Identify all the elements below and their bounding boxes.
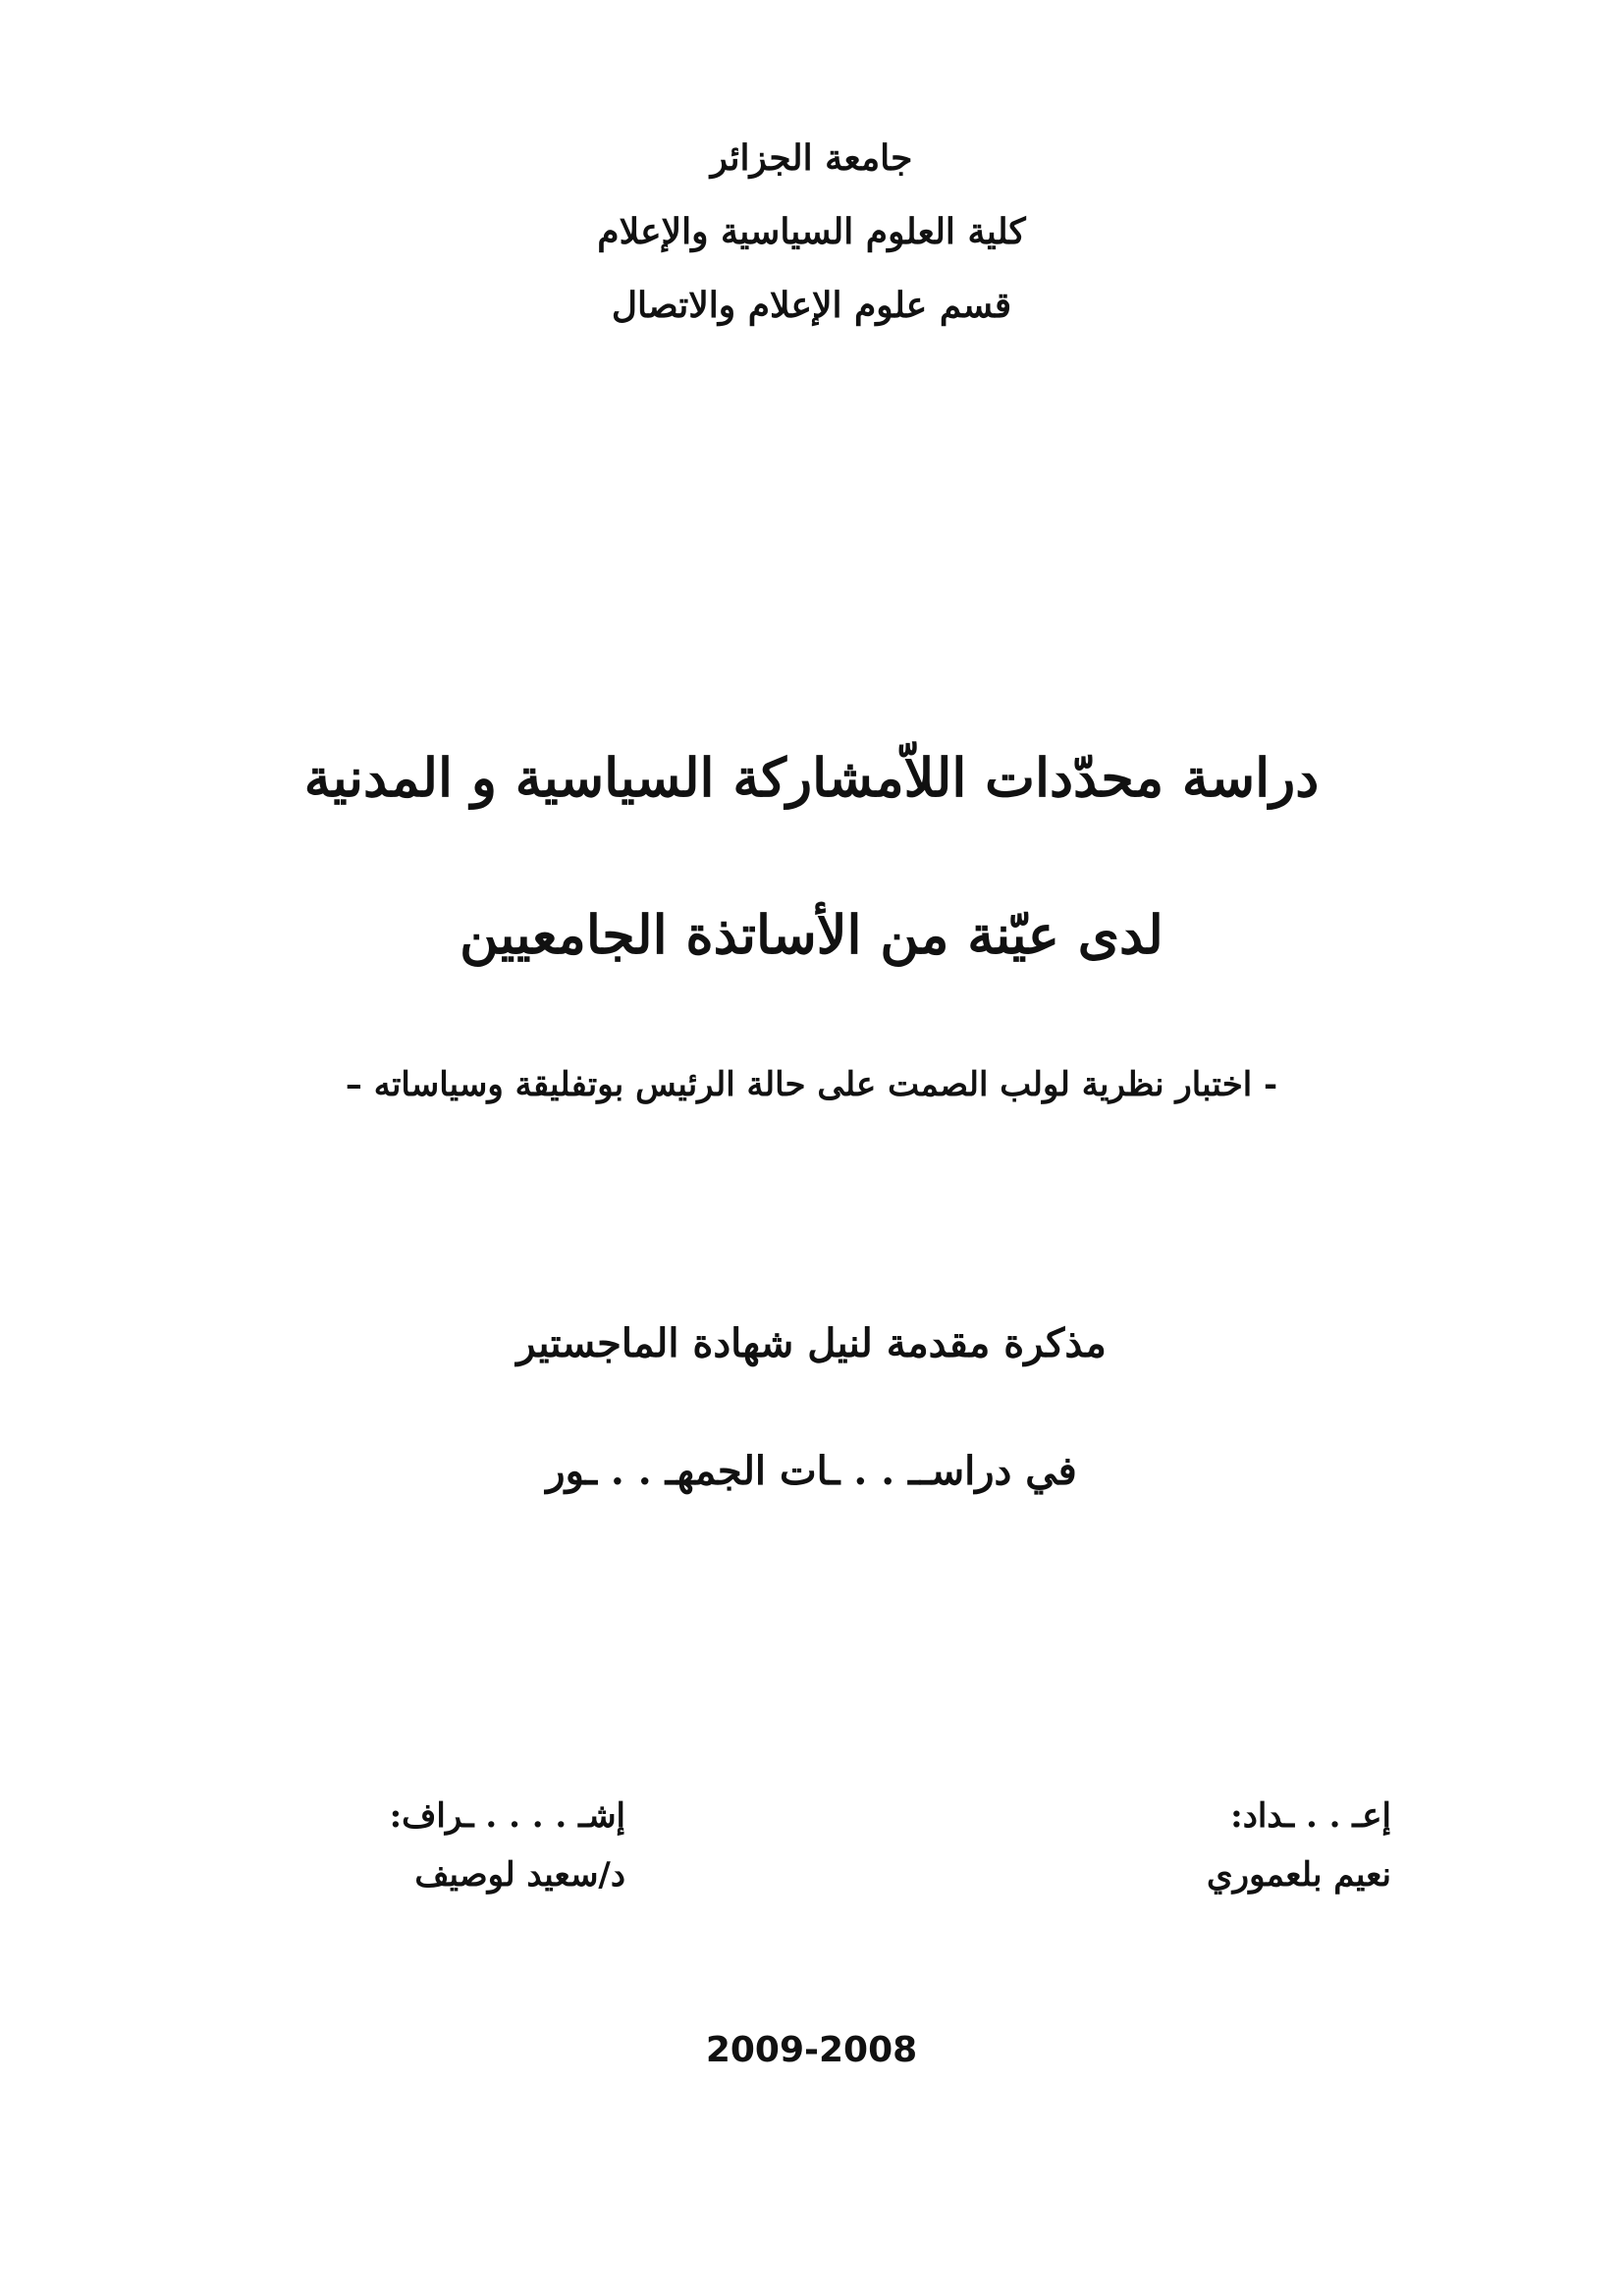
supervisor-name: د/سعيد لوصيف bbox=[414, 1855, 625, 1895]
department-name: قسم علوم الإعلام والاتصال bbox=[611, 285, 1012, 326]
thesis-title-line-1: دراسة محدّدات اللاّمشاركة السياسية و المدنية bbox=[303, 746, 1320, 809]
university-name: جامعة الجزائر bbox=[710, 137, 913, 179]
academic-year: 2009-2008 bbox=[705, 2030, 918, 2070]
thesis-subtitle: - اختبار نظرية لولب الصمت على حالة الرئيس بوتفليقة وسياساته – bbox=[345, 1065, 1278, 1104]
thesis-title-line-2: لدى عيّنة من الأساتذة الجامعيين bbox=[460, 903, 1163, 966]
supervision-block bbox=[390, 1787, 625, 1904]
faculty-name: كلية العلوم السياسية والإعلام bbox=[597, 211, 1026, 252]
degree-field: في دراســ . . ـات الجمهـ . . ـور bbox=[546, 1448, 1077, 1494]
degree-statement: مذكرة مقدمة لنيل شهادة الماجستير bbox=[516, 1320, 1107, 1366]
prepared-by-label: إعـ . . ـداد: bbox=[1230, 1796, 1391, 1836]
prepared-by-block bbox=[1207, 1787, 1391, 1904]
supervision-label: إشـ . . . . ـراف: bbox=[389, 1796, 625, 1836]
student-name: نعيم بلعموري bbox=[1207, 1855, 1391, 1895]
